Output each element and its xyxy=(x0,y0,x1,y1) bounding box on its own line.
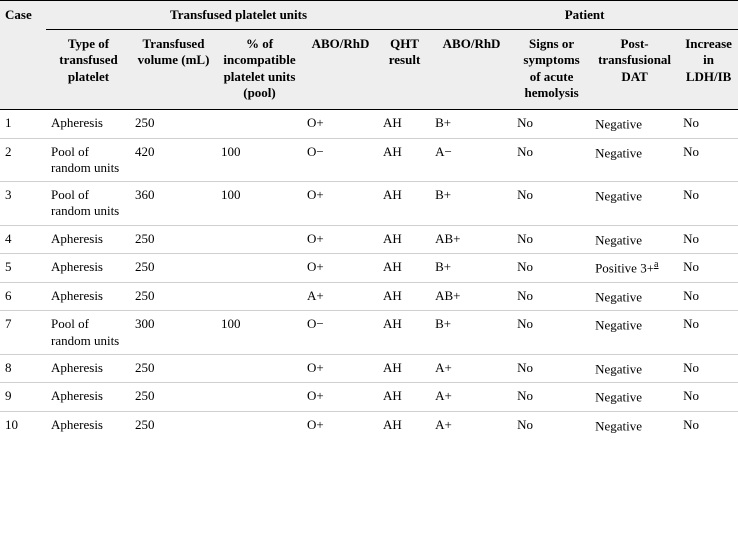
cell-dat-value: Negative xyxy=(595,289,642,305)
cell-dat-value: Positive 3+ xyxy=(595,260,655,276)
cell-type: Pool of random units xyxy=(46,182,130,226)
cell-ldh: No xyxy=(678,110,738,139)
cell-dat-value: Negative xyxy=(595,231,642,247)
cell-patient-abo: AB+ xyxy=(430,225,512,254)
cell-patient-abo: AB+ xyxy=(430,282,512,311)
cell-dat-value: Negative xyxy=(595,418,642,434)
cell-signs: No xyxy=(517,416,533,432)
table-body xyxy=(0,110,738,440)
cell-dat-value: Negative xyxy=(595,116,642,132)
cell-volume: 250 xyxy=(135,416,155,432)
cell-incompatible xyxy=(216,110,302,139)
cell-signs: No xyxy=(512,282,590,311)
cell-type: Apheresis xyxy=(46,225,130,254)
cell-unit-abo: O+ xyxy=(302,225,378,254)
cell-ldh: No xyxy=(678,225,738,254)
cell-qht: AH xyxy=(383,416,402,432)
cell-case: 10 xyxy=(5,416,18,432)
cell-qht: AH xyxy=(378,311,430,355)
table-row xyxy=(0,110,738,139)
column-header-qht-result: QHT result xyxy=(378,30,430,110)
cell-patient-abo: A+ xyxy=(430,354,512,383)
table-row xyxy=(0,254,738,283)
group-header-case: Case xyxy=(0,1,46,110)
cell-qht: AH xyxy=(378,110,430,139)
group-header-patient: Patient xyxy=(430,1,738,30)
table-row xyxy=(0,182,738,226)
cell-volume: 250 xyxy=(130,282,216,311)
cell-patient-abo: B+ xyxy=(430,311,512,355)
cell-ldh: No xyxy=(678,182,738,226)
cell-incompatible xyxy=(216,254,302,283)
cell-case: 5 xyxy=(0,254,46,283)
table-row xyxy=(0,354,738,383)
cell-signs: No xyxy=(512,225,590,254)
cell-patient-abo: A+ xyxy=(430,383,512,412)
cell-type: Apheresis xyxy=(46,383,130,412)
cell-dat xyxy=(590,311,678,355)
cell-dat-value: Negative xyxy=(595,361,642,377)
cell-case: 4 xyxy=(0,225,46,254)
cell-dat xyxy=(590,354,678,383)
cell-patient-abo: A− xyxy=(430,138,512,182)
cell-volume: 250 xyxy=(130,383,216,412)
cell-volume: 250 xyxy=(130,225,216,254)
column-header-unit-abo-rhd: ABO/RhD xyxy=(302,30,378,110)
group-header-transfused-platelet-units: Transfused platelet units xyxy=(46,1,430,30)
cell-case: 8 xyxy=(0,354,46,383)
cell-incompatible: 100 xyxy=(216,311,302,355)
cell-case: 7 xyxy=(0,311,46,355)
cell-unit-abo: O− xyxy=(302,138,378,182)
cell-qht: AH xyxy=(378,282,430,311)
cell-ldh: No xyxy=(683,416,699,432)
cell-incompatible xyxy=(216,354,302,383)
cell-type: Apheresis xyxy=(46,110,130,139)
cell-case: 9 xyxy=(0,383,46,412)
cell-ldh: No xyxy=(678,383,738,412)
cell-case: 3 xyxy=(0,182,46,226)
cell-dat-value: Negative xyxy=(595,389,642,405)
cell-dat-value: Negative xyxy=(595,188,642,204)
column-header-row xyxy=(0,30,738,110)
cell-unit-abo: O− xyxy=(302,311,378,355)
cell-unit-abo: O+ xyxy=(302,182,378,226)
column-header-post-transfusional-dat: Post-transfusional DAT xyxy=(590,30,678,110)
cell-signs: No xyxy=(512,354,590,383)
cell-unit-abo: O+ xyxy=(302,254,378,283)
cell-dat-value: Negative xyxy=(595,317,642,333)
cell-qht: AH xyxy=(378,354,430,383)
cell-qht: AH xyxy=(378,138,430,182)
cell-incompatible xyxy=(216,225,302,254)
column-header-transfused-volume: Transfused volume (mL) xyxy=(130,30,216,110)
cell-unit-abo: O+ xyxy=(302,110,378,139)
cell-type: Apheresis xyxy=(51,416,103,432)
group-header-row xyxy=(0,1,738,30)
cell-dat xyxy=(590,138,678,182)
cell-signs: No xyxy=(512,138,590,182)
cell-dat-value: Negative xyxy=(595,144,642,160)
cell-ldh: No xyxy=(678,311,738,355)
cell-signs: No xyxy=(512,311,590,355)
cell-ldh: No xyxy=(678,282,738,311)
cell-type: Apheresis xyxy=(46,354,130,383)
cell-volume: 250 xyxy=(130,110,216,139)
cell-dat xyxy=(590,225,678,254)
cell-incompatible: 100 xyxy=(216,182,302,226)
column-header-increase-ldh-ib: Increase in LDH/IB xyxy=(678,30,738,110)
cell-signs: No xyxy=(512,383,590,412)
cell-volume: 250 xyxy=(130,354,216,383)
cell-volume: 360 xyxy=(130,182,216,226)
footnote-link[interactable]: a xyxy=(654,259,659,271)
table-header xyxy=(0,1,738,110)
cell-dat xyxy=(590,411,678,439)
cell-signs: No xyxy=(512,110,590,139)
cell-ldh: No xyxy=(678,354,738,383)
cell-signs: No xyxy=(512,182,590,226)
cell-patient-abo: B+ xyxy=(430,182,512,226)
cell-qht: AH xyxy=(378,225,430,254)
cell-type: Pool of random units xyxy=(46,138,130,182)
cell-type: Apheresis xyxy=(46,282,130,311)
cell-patient-abo: B+ xyxy=(430,110,512,139)
cell-volume: 250 xyxy=(130,254,216,283)
cell-signs: No xyxy=(512,254,590,283)
cell-unit-abo: O+ xyxy=(302,354,378,383)
table-row xyxy=(0,225,738,254)
column-header-signs-symptoms-acute-hemolysis: Signs or symptoms of acute hemolysis xyxy=(512,30,590,110)
column-header-type-of-transfused-platelet: Type of transfused platelet xyxy=(46,30,130,110)
cell-type: Apheresis xyxy=(46,254,130,283)
cell-dat xyxy=(590,383,678,412)
cell-ldh: No xyxy=(678,254,738,283)
table-row xyxy=(0,383,738,412)
cell-dat xyxy=(590,282,678,311)
cell-unit-abo: O+ xyxy=(307,416,324,432)
table-row xyxy=(0,311,738,355)
cell-dat xyxy=(590,110,678,139)
cell-ldh: No xyxy=(678,138,738,182)
table-row xyxy=(0,282,738,311)
table-row xyxy=(0,411,738,439)
column-header-percent-incompatible-platelet-units: % of incompatible platelet units (pool) xyxy=(216,30,302,110)
cell-type: Pool of random units xyxy=(46,311,130,355)
cell-qht: AH xyxy=(378,254,430,283)
cell-volume: 300 xyxy=(130,311,216,355)
cell-qht: AH xyxy=(378,182,430,226)
cell-incompatible xyxy=(216,411,302,439)
cell-patient-abo: A+ xyxy=(435,416,452,432)
cell-unit-abo: A+ xyxy=(302,282,378,311)
cell-incompatible xyxy=(216,282,302,311)
cell-volume: 420 xyxy=(130,138,216,182)
cell-dat xyxy=(590,182,678,226)
cell-dat xyxy=(590,254,678,283)
cell-case: 2 xyxy=(0,138,46,182)
cell-qht: AH xyxy=(378,383,430,412)
cell-unit-abo: O+ xyxy=(302,383,378,412)
cell-incompatible: 100 xyxy=(216,138,302,182)
cell-case: 1 xyxy=(0,110,46,139)
table-row xyxy=(0,138,738,182)
column-header-patient-abo-rhd: ABO/RhD xyxy=(430,30,512,110)
cell-incompatible xyxy=(216,383,302,412)
cell-patient-abo: B+ xyxy=(430,254,512,283)
cell-case: 6 xyxy=(0,282,46,311)
